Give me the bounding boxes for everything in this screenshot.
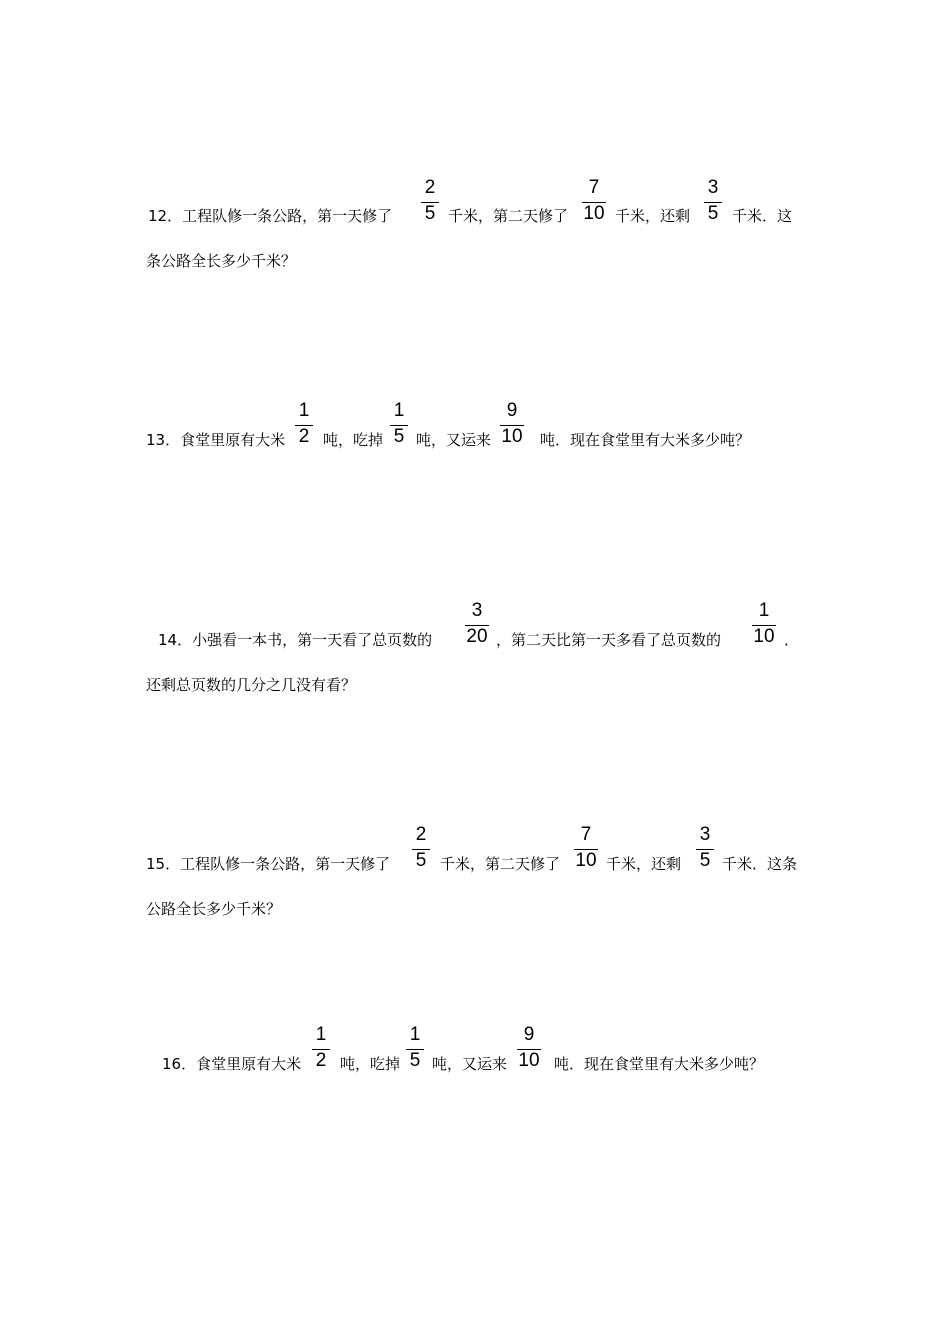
numerator: 9 [523, 1024, 535, 1045]
problem-14-text-2: ，第二天比第一天多看了总页数的 [496, 631, 722, 649]
fraction [702, 178, 724, 224]
denominator: 5 [707, 203, 719, 224]
problem-16-text-2: 吨，吃掉 [340, 1055, 401, 1073]
problem-15-text-4: 千米．这条 [722, 855, 798, 873]
fraction [404, 1025, 426, 1071]
problem-12-text-4: 千米．这 [732, 207, 793, 225]
numerator: 7 [580, 824, 592, 845]
problem-16-text-1: 16．食堂里原有大米 [162, 1055, 302, 1073]
problem-15-text-3: 千米，还剩 [606, 855, 682, 873]
fraction [580, 178, 608, 224]
problem-14-text-1: 14．小强看一本书，第一天看了总页数的 [158, 631, 433, 649]
denominator: 5 [699, 850, 711, 871]
fraction [515, 1025, 543, 1071]
denominator: 2 [298, 426, 310, 447]
denominator: 20 [466, 626, 488, 647]
denominator: 2 [315, 1050, 327, 1071]
numerator: 2 [424, 177, 436, 198]
fraction [572, 825, 600, 871]
problem-16-text-3: 吨，又运来 [432, 1055, 508, 1073]
problem-14-text-line2: 还剩总页数的几分之几没有看？ [146, 676, 357, 694]
fraction [750, 601, 778, 647]
denominator: 10 [583, 203, 605, 224]
problem-13-text-4: 吨．现在食堂里有大米多少吨？ [540, 431, 751, 449]
numerator: 1 [393, 400, 405, 421]
problem-13-text-2: 吨，吃掉 [323, 431, 384, 449]
denominator: 5 [424, 203, 436, 224]
problem-13-text-1: 13．食堂里原有大米 [146, 431, 286, 449]
problem-12-text-2: 千米，第二天修了 [448, 207, 569, 225]
fraction [410, 825, 432, 871]
numerator: 1 [298, 400, 310, 421]
problem-12-text-line2: 条公路全长多少千米？ [146, 252, 297, 270]
numerator: 1 [758, 600, 770, 621]
numerator: 9 [506, 400, 518, 421]
problem-16-text-4: 吨．现在食堂里有大米多少吨？ [554, 1055, 765, 1073]
problem-15-text-2: 千米，第二天修了 [440, 855, 561, 873]
denominator: 10 [518, 1050, 540, 1071]
problem-13-text-3: 吨，又运来 [416, 431, 492, 449]
problem-12-text-3: 千米，还剩 [615, 207, 691, 225]
problem-14-text-3: ． [784, 631, 800, 649]
denominator: 10 [575, 850, 597, 871]
denominator: 10 [753, 626, 775, 647]
denominator: 5 [409, 1050, 421, 1071]
numerator: 1 [315, 1024, 327, 1045]
fraction [463, 601, 491, 647]
numerator: 1 [409, 1024, 421, 1045]
fraction [310, 1025, 332, 1071]
numerator: 3 [471, 600, 483, 621]
numerator: 7 [588, 177, 600, 198]
fraction [293, 401, 315, 447]
problem-12-text-1: 12．工程队修一条公路，第一天修了 [148, 207, 393, 225]
fraction [694, 825, 716, 871]
numerator: 3 [699, 824, 711, 845]
fraction [498, 401, 526, 447]
fraction [419, 178, 441, 224]
denominator: 5 [393, 426, 405, 447]
fraction [388, 401, 410, 447]
denominator: 10 [501, 426, 523, 447]
numerator: 3 [707, 177, 719, 198]
problem-15-text-1: 15．工程队修一条公路，第一天修了 [146, 855, 391, 873]
numerator: 2 [415, 824, 427, 845]
denominator: 5 [415, 850, 427, 871]
problem-15-text-line2: 公路全长多少千米？ [146, 900, 282, 918]
